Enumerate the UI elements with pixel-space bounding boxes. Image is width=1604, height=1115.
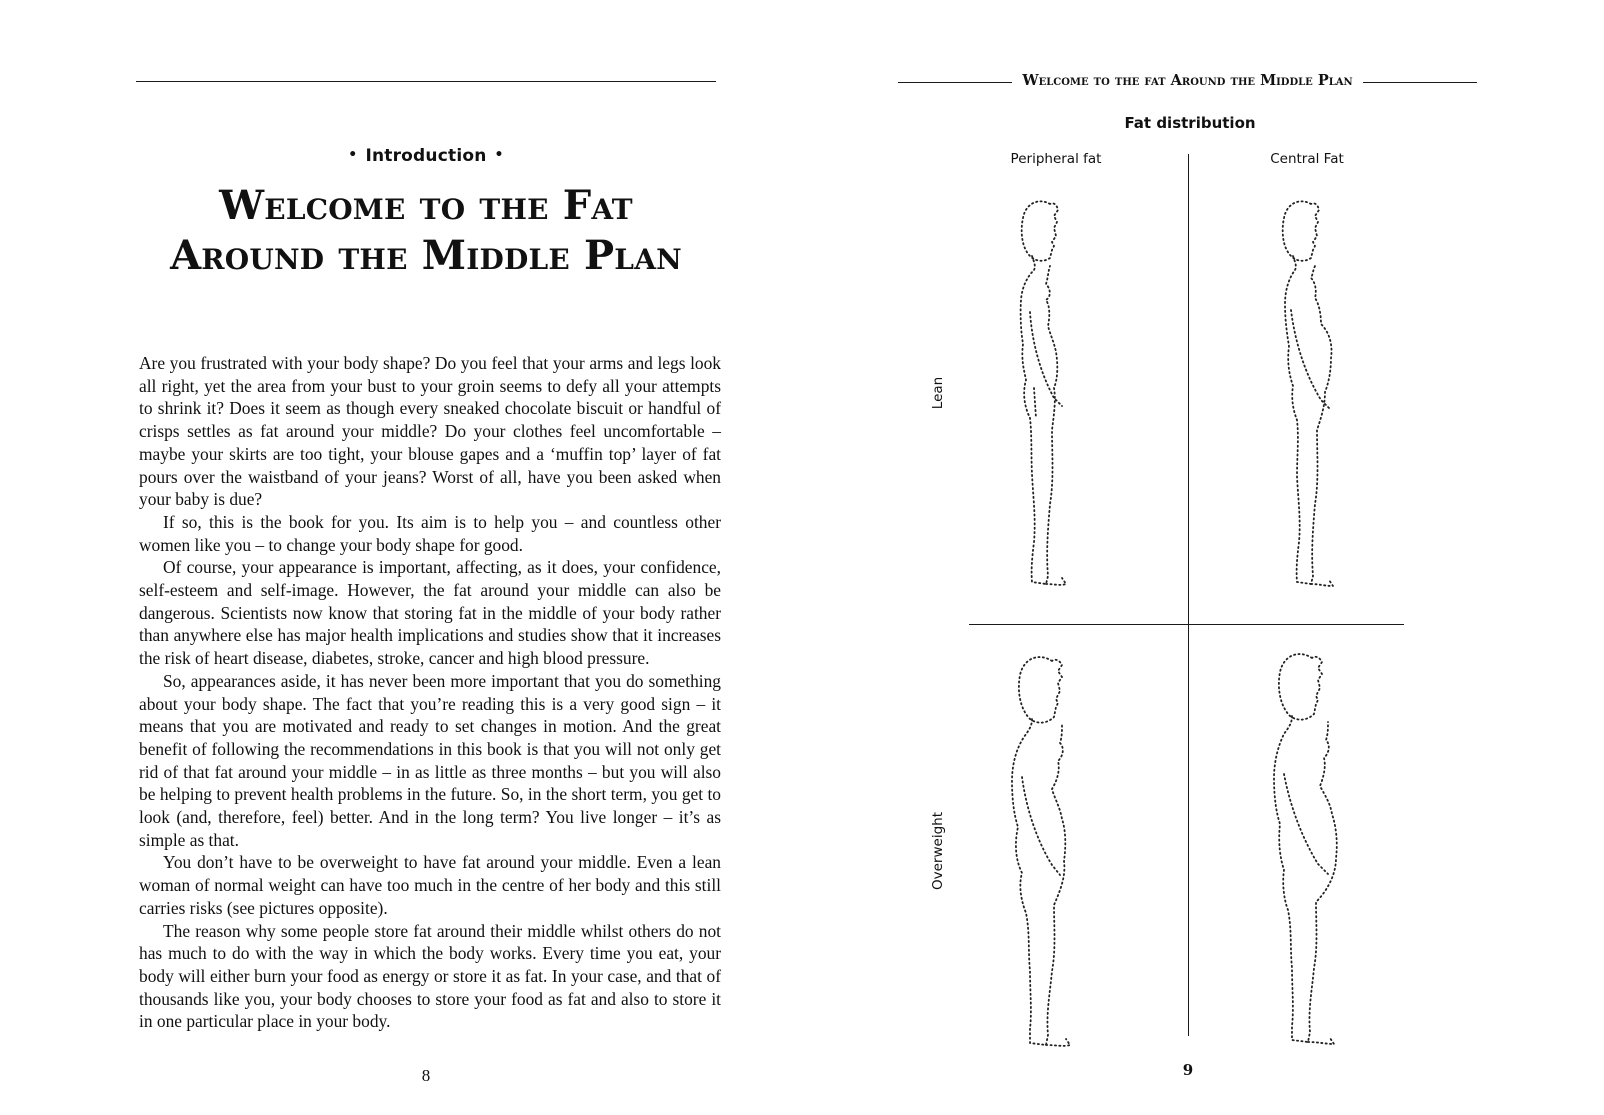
chapter-title-line-2: Around the Middle Plan [170,232,682,279]
paragraph: The reason why some people store fat around their middle whilst others do not has much to do with the way in which the body works. Every time you eat, your body will either burn your food as energy or store it as fat. In your case, and that of thousands like you, your body chooses to store your food as fat and also to store it in one particular place in your body. [139,920,721,1032]
page-number-right: 9 [1182,1061,1194,1079]
chapter-title-line-1: Welcome to the Fat [219,182,633,229]
running-head-rule-right [1363,82,1477,83]
quadrant-divider-vertical [1188,154,1189,1036]
overweight-central-silhouette [1272,644,1372,1054]
paragraph: Of course, your appearance is important, affecting, as it does, your confidence, self-esteem and self-image. However, the fat around your middle can also be dangerous. Scientists now know that storing fat in the middle of your body rather than anywhere else has major health implications and studies show that it increases the risk of heart disease, diabetes, stroke, cancer and high blood pressure. [139,557,721,669]
column-label-central: Central Fat [1270,151,1344,167]
overweight-peripheral-silhouette [1008,647,1108,1057]
chapter-title [136,181,716,281]
lean-peripheral-silhouette [1010,192,1100,602]
kicker-label: Introduction [365,146,487,166]
running-head-rule-left [898,82,1012,83]
quadrant-divider-horizontal [969,624,1404,625]
kicker-bullet-left: • [348,147,358,163]
body-text [139,352,721,1033]
kicker-bullet-right: • [494,147,504,163]
column-label-peripheral: Peripheral fat [1010,151,1102,167]
paragraph: You don’t have to be overweight to have fat around your middle. Even a lean woman of normal weight can have too much in the centre of her body and this still carries risks (see pictures opposite). [139,852,721,918]
paragraph: So, appearances aside, it has never been more important that you do something about your body shape. The fact that you’re reading this is a very good sign – it means that you are motivated and ready to set changes in motion. And the great benefit of following the recommendations in this book is that you will not only get rid of that fat around your middle – in as little as three months – but you will also be helping to prevent health problems in the future. So, in the short term, you get to look (and, therefore, feel) better. And in the long term? You live longer – it’s as simple as that. [139,670,721,850]
paragraph: Are you frustrated with your body shape? Do you feel that your arms and legs look all right, yet the area from your bust to your groin seems to defy all your attempts to shrink it? Does it seem as though every sneaked chocolate biscuit or handful of crisps settles as fat around your middle? Do your clothes feel uncomfortable – maybe your skirts are too tight, your blouse gapes and a ‘muffin top’ layer of fat pours over the waistband of your jeans? Worst of all, have you been asked when your baby is due? [139,353,721,510]
row-label-overweight: Overweight [930,812,946,890]
page-number-left: 8 [421,1066,431,1085]
figure-title: Fat distribution [1124,114,1256,132]
running-head: Welcome to the fat Around the Middle Plan [1022,72,1353,89]
lean-central-silhouette [1277,192,1367,602]
row-label-lean: Lean [930,376,946,410]
section-kicker [136,146,716,166]
paragraph: If so, this is the book for you. Its aim is to help you – and countless other women like you – to change your body shape for good. [139,511,721,555]
top-rule-left-page [136,81,716,82]
